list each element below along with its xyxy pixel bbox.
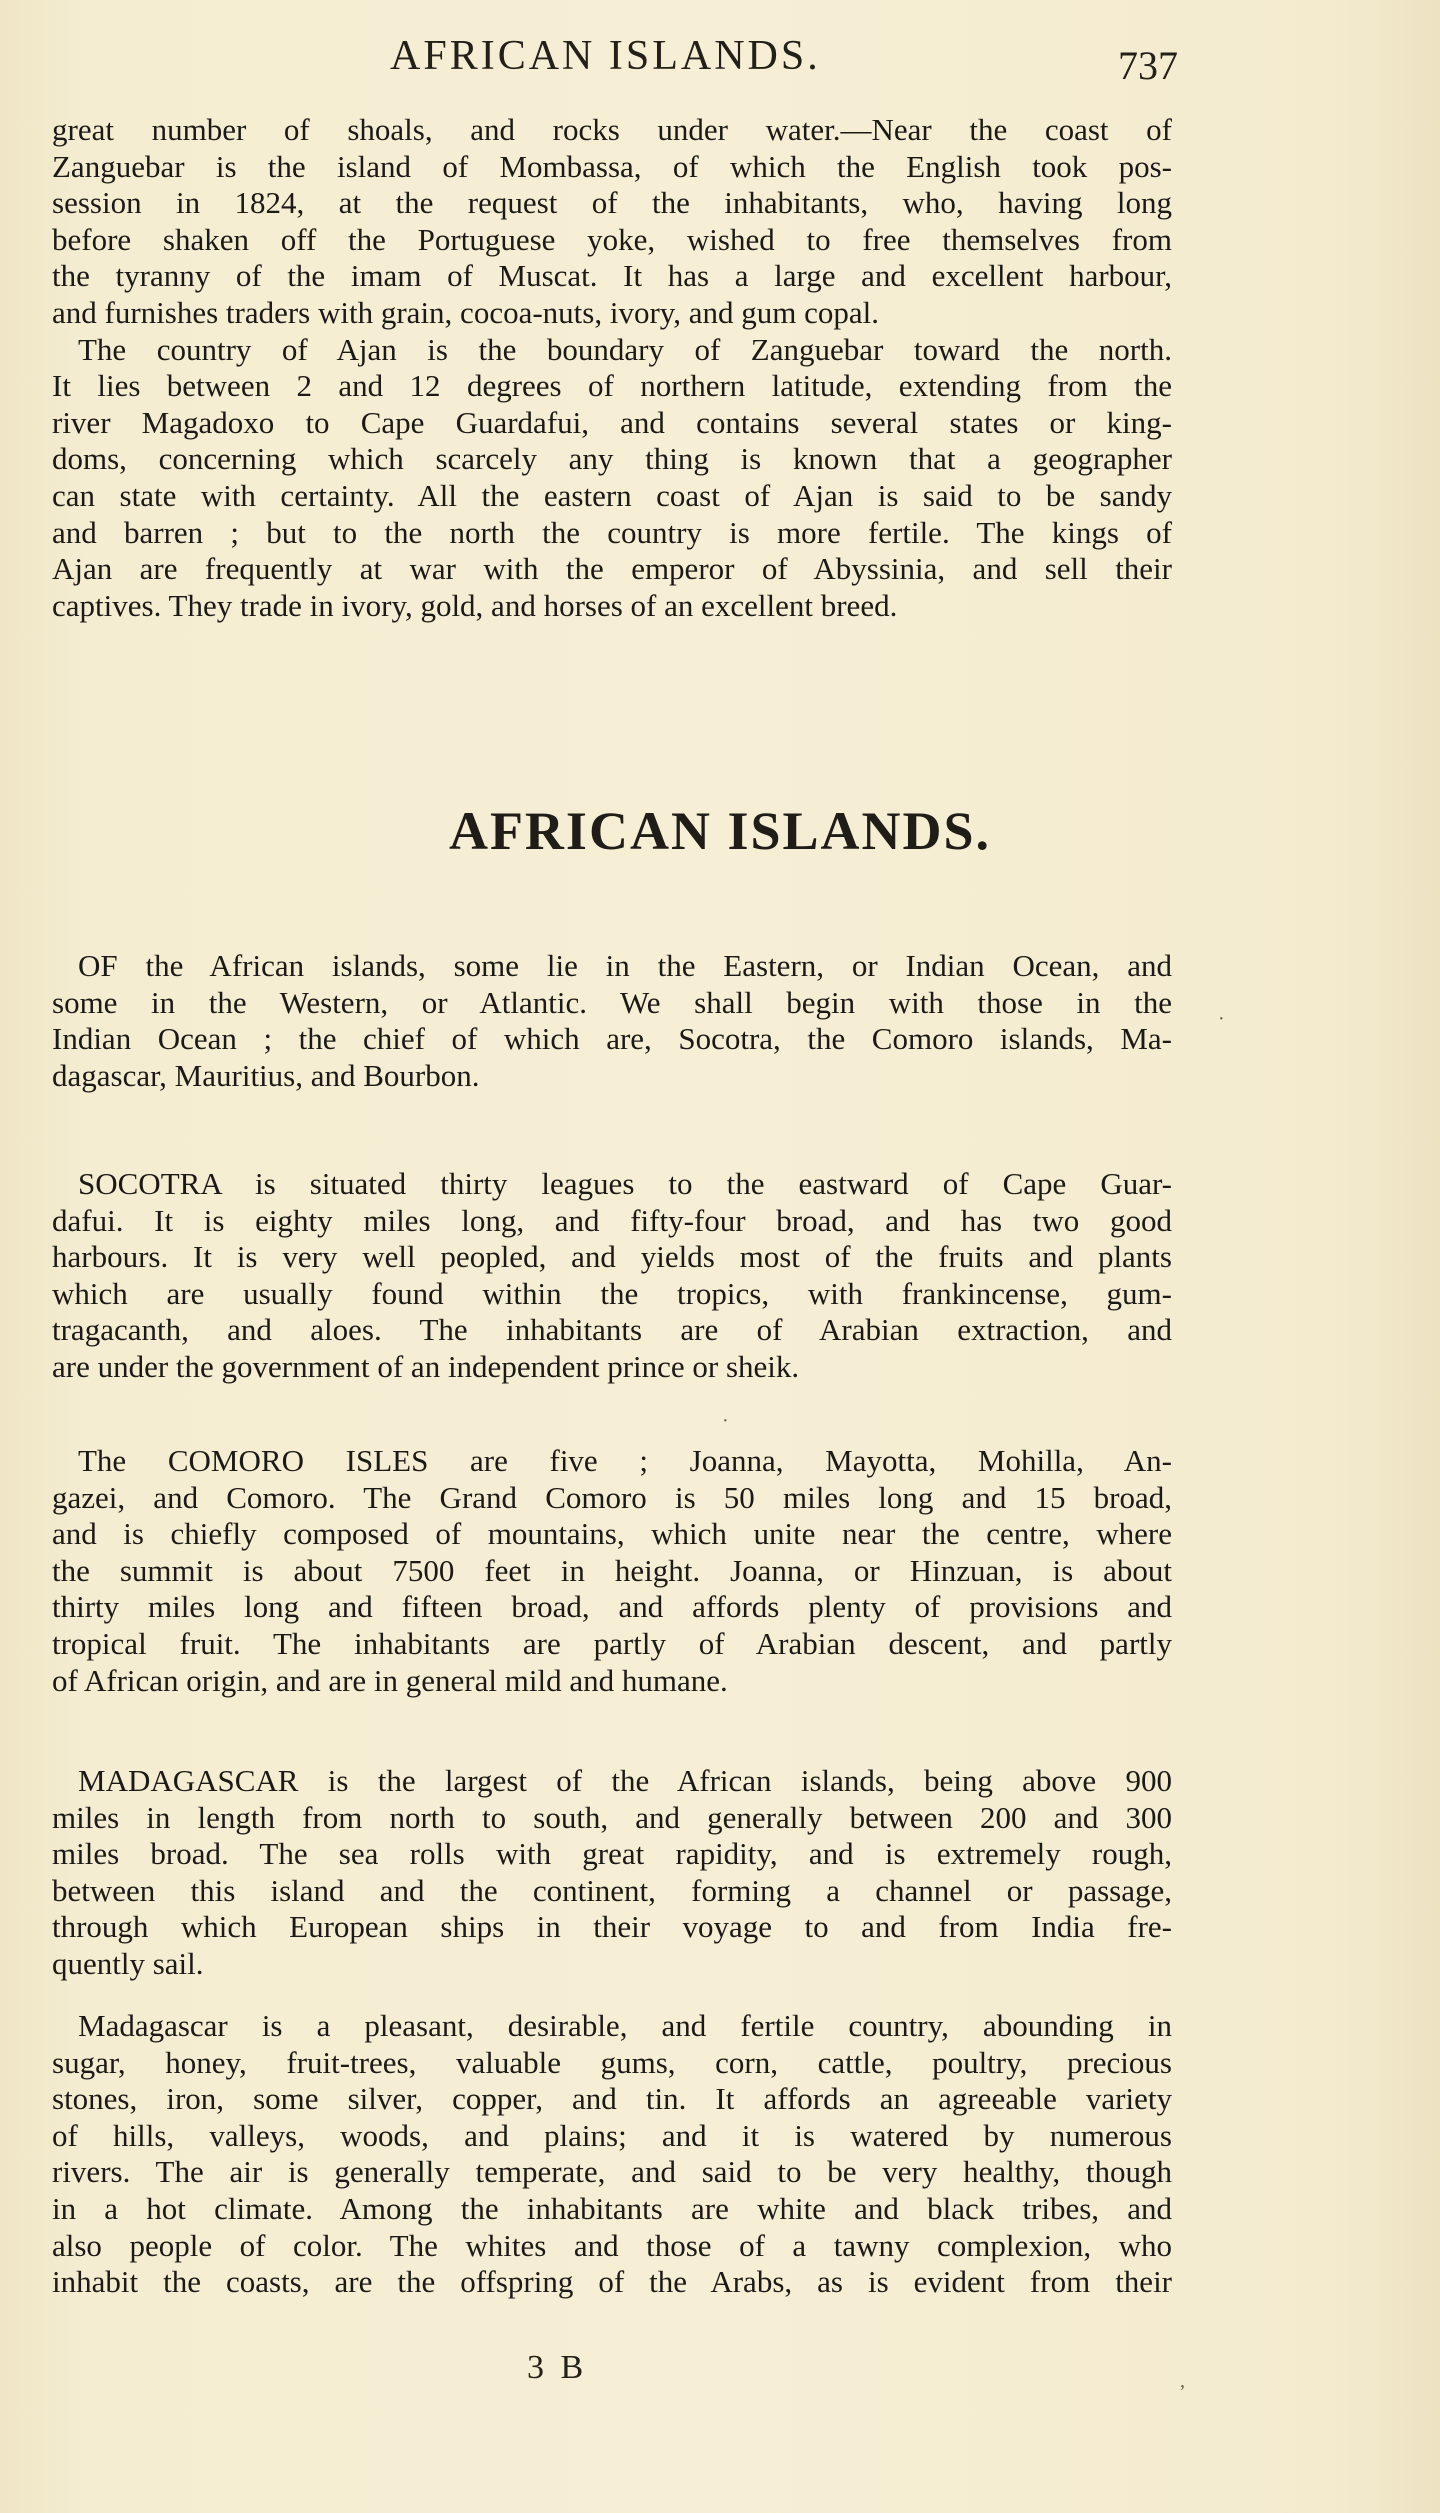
text-line: tropical fruit. The inhabitants are partly of Arabian descent, and partly [52,1625,1172,1661]
text-line: Indian Ocean ; the chief of which are, Socotra, the Comoro islands, Ma- [52,1021,1172,1057]
text-line: rivers. The air is generally temperate, and said to be very healthy, though [52,2154,1172,2190]
text-line: miles in length from north to south, and generally between 200 and 300 [52,1799,1172,1835]
text-line: of hills, valleys, woods, and plains; and it is watered by numerous [52,2117,1172,2153]
paper-fleck: , [1180,2370,1185,2392]
madagascar-paragraph-2 [52,2008,1182,2301]
socotra-paragraph [52,1166,1182,1386]
text-line: thirty miles long and fifteen broad, and affords plenty of provisions and [52,1589,1172,1625]
text-line: and furnishes traders with grain, cocoa-nuts, ivory, and gum copal. [52,294,880,330]
text-line: dafui. It is eighty miles long, and fifty-four broad, and has two good [52,1202,1172,1238]
text-line: Zanguebar is the island of Mombassa, of which the English took pos- [52,148,1172,184]
text-line: river Magadoxo to Cape Guardafui, and contains several states or king- [52,404,1172,440]
text-line: between this island and the continent, forming a channel or passage, [52,1872,1172,1908]
text-line: which are usually found within the tropics, with frankincense, gum- [52,1275,1172,1311]
text-line: captives. They trade in ivory, gold, and horses of an excellent breed. [52,587,898,623]
text-line: and barren ; but to the north the country is more fertile. The kings of [52,514,1172,550]
text-line: SOCOTRA is situated thirty leagues to the eastward of Cape Guar- [78,1166,1172,1201]
text-line: stones, iron, some silver, copper, and tin. It affords an agreeable variety [52,2081,1172,2117]
text-line: It lies between 2 and 12 degrees of northern latitude, extending from the [52,368,1172,404]
text-line: dagascar, Mauritius, and Bourbon. [52,1057,480,1093]
text-line: gazei, and Comoro. The Grand Comoro is 50 miles long and 15 broad, [52,1479,1172,1515]
comoro-paragraph [52,1443,1182,1699]
text-line: some in the Western, or Atlantic. We shall begin with those in the [52,984,1172,1020]
text-line: are under the government of an independent prince or sheik. [52,1348,800,1384]
text-line: of African origin, and are in general mild and humane. [52,1662,728,1698]
running-title: AFRICAN ISLANDS. [390,33,821,79]
text-line: sugar, honey, fruit-trees, valuable gums, corn, cattle, poultry, precious [52,2044,1172,2080]
running-head [0,24,1440,88]
text-line: miles broad. The sea rolls with great rapidity, and is extremely rough, [52,1836,1172,1872]
text-line: also people of color. The whites and those of a tawny complexion, who [52,2227,1172,2263]
text-line: MADAGASCAR is the largest of the African islands, being above 900 [78,1763,1172,1798]
signature-mark: 3 B [527,2349,588,2386]
text-line: The COMORO ISLES are five ; Joanna, Mayotta, Mohilla, An- [78,1443,1172,1478]
text-line: doms, concerning which scarcely any thing is known that a geographer [52,441,1172,477]
text-line: session in 1824, at the request of the inhabitants, who, having long [52,185,1172,221]
text-line: before shaken off the Portuguese yoke, wished to free themselves from [52,221,1172,257]
text-line: harbours. It is very well peopled, and yields most of the fruits and plants [52,1239,1172,1275]
text-line: the summit is about 7500 feet in height. Joanna, or Hinzuan, is about [52,1552,1172,1588]
text-line: the tyranny of the imam of Muscat. It has a large and excellent harbour, [52,258,1172,294]
section-heading: AFRICAN ISLANDS. [448,801,992,861]
text-line: The country of Ajan is the boundary of Zanguebar toward the north. [78,331,1172,367]
madagascar-paragraph-1 [52,1763,1182,1983]
intro-paragraph [52,948,1182,1094]
text-line: and is chiefly composed of mountains, which unite near the centre, where [52,1516,1172,1552]
text-line: Ajan are frequently at war with the emperor of Abyssinia, and sell their [52,551,1172,587]
text-line: OF the African islands, some lie in the Eastern, or Indian Ocean, and [78,948,1172,983]
text-line: great number of shoals, and rocks under water.—Near the coast of [52,112,1172,147]
page-number: 737 [1118,43,1178,88]
text-line: Madagascar is a pleasant, desirable, and fertile country, abounding in [78,2008,1172,2043]
text-line: through which European ships in their voyage to and from India fre- [52,1909,1172,1945]
paper-fleck: · [722,1410,729,1432]
text-line: quently sail. [52,1945,204,1981]
text-line: inhabit the coasts, are the offspring of the Arabs, as is evident from their [52,2264,1172,2300]
text-line: in a hot climate. Among the inhabitants are white and black tribes, and [52,2190,1172,2226]
ajan-paragraph [52,112,1182,624]
paper-fleck: · [1218,1008,1225,1030]
text-line: tragacanth, and aloes. The inhabitants are of Arabian extraction, and [52,1312,1172,1348]
text-line: can state with certainty. All the eastern coast of Ajan is said to be sandy [52,477,1172,513]
